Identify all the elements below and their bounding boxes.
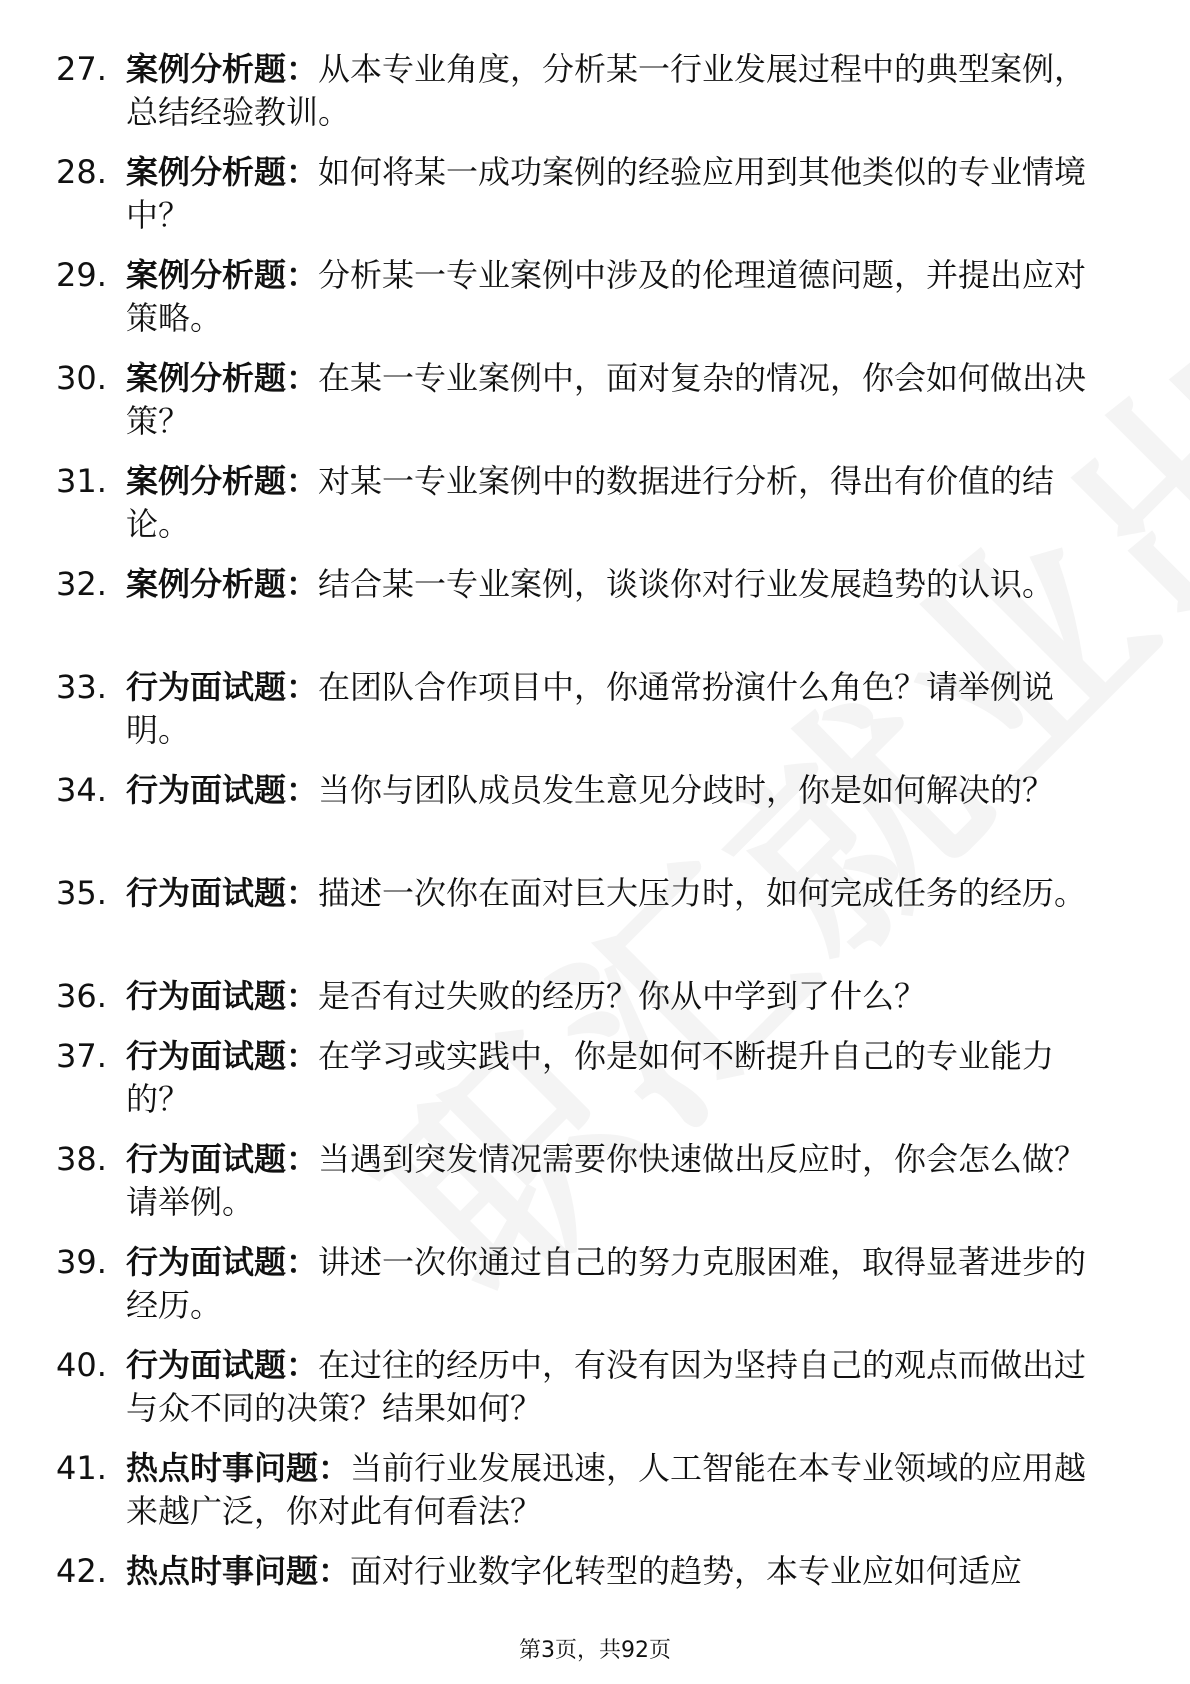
question-text bbox=[126, 975, 1116, 1018]
question-text bbox=[126, 1138, 1116, 1224]
page-footer bbox=[0, 1633, 1190, 1664]
question-body: 讲述一次你通过自己的努力克服困难，取得显著进步的经历。 bbox=[126, 1243, 1087, 1324]
question-item-41 bbox=[0, 1447, 1190, 1533]
question-text bbox=[126, 254, 1116, 340]
question-category: 热点时事问题： bbox=[126, 1449, 351, 1487]
question-body: 在过往的经历中，有没有因为坚持自己的观点而做出过与众不同的决策？结果如何？ bbox=[126, 1346, 1087, 1427]
question-text bbox=[126, 769, 1116, 812]
question-item-30 bbox=[0, 357, 1190, 443]
question-number: 31. bbox=[56, 462, 107, 500]
question-body: 如何将某一成功案例的经验应用到其他类似的专业情境中？ bbox=[126, 153, 1087, 234]
question-body: 结合某一专业案例，谈谈你对行业发展趋势的认识。 bbox=[318, 565, 1055, 603]
question-text bbox=[126, 563, 1116, 606]
question-category: 案例分析题： bbox=[126, 50, 319, 88]
question-item-39 bbox=[0, 1241, 1190, 1327]
question-number: 40. bbox=[56, 1346, 107, 1384]
question-text bbox=[126, 872, 1116, 915]
question-item-37 bbox=[0, 1035, 1190, 1121]
question-body: 分析某一专业案例中涉及的伦理道德问题，并提出应对策略。 bbox=[126, 256, 1087, 337]
question-number: 41. bbox=[56, 1449, 107, 1487]
question-number: 28. bbox=[56, 153, 107, 191]
question-number: 36. bbox=[56, 977, 107, 1015]
question-body: 对某一专业案例中的数据进行分析，得出有价值的结论。 bbox=[126, 462, 1055, 543]
question-body: 从本专业角度，分析某一行业发展过程中的典型案例，总结经验教训。 bbox=[126, 50, 1087, 131]
question-item-35 bbox=[0, 872, 1190, 958]
question-text bbox=[126, 1035, 1116, 1121]
question-text bbox=[126, 48, 1116, 134]
question-text bbox=[126, 1447, 1116, 1533]
question-category: 案例分析题： bbox=[126, 359, 319, 397]
question-text bbox=[126, 1241, 1116, 1327]
question-number: 37. bbox=[56, 1037, 107, 1075]
question-number: 35. bbox=[56, 874, 107, 912]
question-item-36 bbox=[0, 975, 1190, 1018]
question-category: 行为面试题： bbox=[126, 1037, 319, 1075]
question-category: 行为面试题： bbox=[126, 1346, 319, 1384]
question-item-27 bbox=[0, 48, 1190, 134]
question-category: 热点时事问题： bbox=[126, 1552, 351, 1590]
question-text bbox=[126, 460, 1116, 546]
question-item-42 bbox=[0, 1550, 1190, 1593]
page-number-label: 第3页，共92页 bbox=[519, 1638, 671, 1663]
question-body: 在某一专业案例中，面对复杂的情况，你会如何做出决策？ bbox=[126, 359, 1087, 440]
question-item-38 bbox=[0, 1138, 1190, 1224]
question-number: 38. bbox=[56, 1140, 107, 1178]
question-category: 行为面试题： bbox=[126, 1140, 319, 1178]
question-body: 是否有过失败的经历？你从中学到了什么？ bbox=[318, 977, 927, 1015]
question-body: 当前行业发展迅速，人工智能在本专业领域的应用越来越广泛，你对此有何看法？ bbox=[126, 1449, 1087, 1530]
question-category: 行为面试题： bbox=[126, 668, 319, 706]
question-number: 32. bbox=[56, 565, 107, 603]
question-category: 行为面试题： bbox=[126, 977, 319, 1015]
question-category: 案例分析题： bbox=[126, 256, 319, 294]
question-item-34 bbox=[0, 769, 1190, 855]
question-item-40 bbox=[0, 1344, 1190, 1430]
question-body: 当遇到突发情况需要你快速做出反应时，你会怎么做？请举例。 bbox=[126, 1140, 1087, 1221]
question-category: 行为面试题： bbox=[126, 874, 319, 912]
question-number: 39. bbox=[56, 1243, 107, 1281]
question-text bbox=[126, 1550, 1116, 1593]
question-number: 42. bbox=[56, 1552, 107, 1590]
question-number: 33. bbox=[56, 668, 107, 706]
question-body: 面对行业数字化转型的趋势，本专业应如何适应 bbox=[350, 1552, 1023, 1590]
question-item-33 bbox=[0, 666, 1190, 752]
question-number: 27. bbox=[56, 50, 107, 88]
question-number: 34. bbox=[56, 771, 107, 809]
question-text bbox=[126, 666, 1116, 752]
question-list bbox=[0, 48, 1190, 1610]
question-body: 在学习或实践中，你是如何不断提升自己的专业能力的？ bbox=[126, 1037, 1055, 1118]
question-item-32 bbox=[0, 563, 1190, 649]
question-body: 描述一次你在面对巨大压力时，如何完成任务的经历。 bbox=[318, 874, 1087, 912]
question-body: 在团队合作项目中，你通常扮演什么角色？请举例说明。 bbox=[126, 668, 1055, 749]
question-body: 当你与团队成员发生意见分歧时，你是如何解决的？ bbox=[318, 771, 1055, 809]
question-number: 30. bbox=[56, 359, 107, 397]
question-category: 行为面试题： bbox=[126, 771, 319, 809]
question-text bbox=[126, 1344, 1116, 1430]
question-category: 行为面试题： bbox=[126, 1243, 319, 1281]
question-item-28 bbox=[0, 151, 1190, 237]
question-item-31 bbox=[0, 460, 1190, 546]
question-text bbox=[126, 151, 1116, 237]
question-number: 29. bbox=[56, 256, 107, 294]
question-item-29 bbox=[0, 254, 1190, 340]
question-category: 案例分析题： bbox=[126, 565, 319, 603]
question-category: 案例分析题： bbox=[126, 462, 319, 500]
question-text bbox=[126, 357, 1116, 443]
question-category: 案例分析题： bbox=[126, 153, 319, 191]
